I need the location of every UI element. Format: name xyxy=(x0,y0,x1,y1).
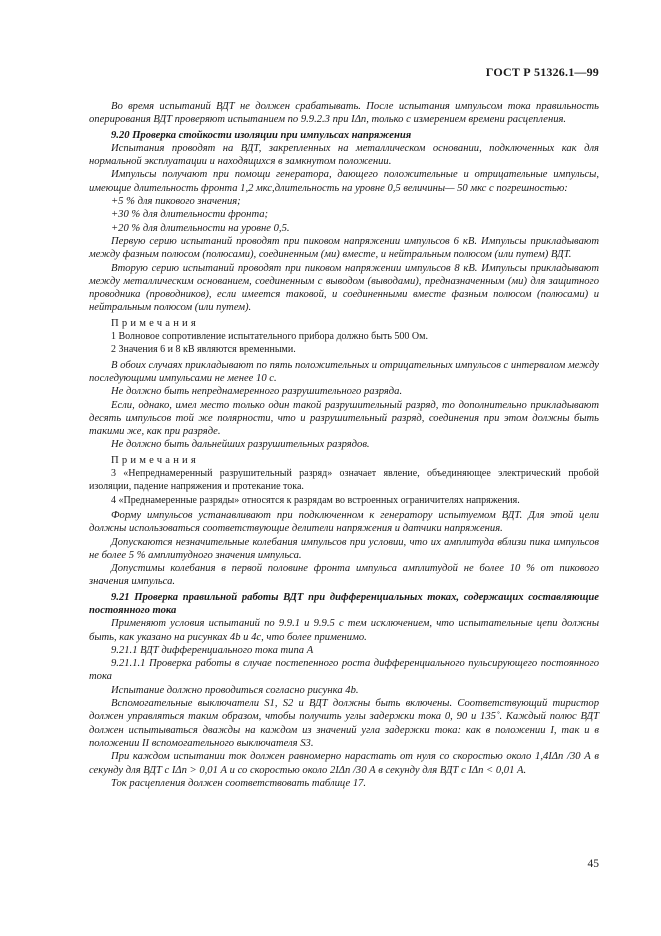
note-item: 3 «Непреднамеренный разрушительный разряд» означает явление, объединяющее электрический пробой изоляции, падение напряжения и протекание тока. xyxy=(89,468,599,493)
list-item: +30 % для длительности фронта; xyxy=(111,209,269,221)
note-item: 1 Волновое сопротивление испытательного прибора должно быть 500 Ом. xyxy=(111,331,428,343)
section-heading: 9.20 Проверка стойкости изоляции при импульсах напряжения xyxy=(111,129,412,141)
notes-title: Примечания xyxy=(111,454,199,466)
paragraph: В обоих случаях прикладывают по пять положительных и отрицательных импульсов с интервалом между последующими импульсами не менее 10 с. xyxy=(89,359,599,384)
list-item: +5 % для пикового значения; xyxy=(111,196,241,208)
notes-title: Примечания xyxy=(111,317,199,329)
list-item: +20 % для длительности на уровне 0,5. xyxy=(111,222,290,234)
paragraph: Применяют условия испытаний по 9.9.1 и 9.9.5 с тем исключением, что испытательные цепи должны быть, как указано на рисунках 4b и 4с, что более применимо. xyxy=(89,618,599,643)
paragraph: Вспомогательные выключатели S1, S2 и ВДТ должны быть включены. Соответствующий тиристор должен управляться таким образом, чтобы получить углы задержки тока 0, 90 и 135˚. Каждый полюс ВДТ должен испытываться дважды на каждом из значений угла задержки тока: как в положении I, так и в положении II вспомогательного выключателя S3. xyxy=(89,698,599,749)
subsection-heading: 9.21.1 ВДТ дифференциального тока типа А xyxy=(111,644,314,656)
document-header: ГОСТ Р 51326.1—99 xyxy=(485,65,599,79)
paragraph: Допускаются незначительные колебания импульсов при условии, что их амплитуда вблизи пика импульсов не более 5 % амплитудного значения импульса. xyxy=(89,536,599,561)
paragraph: Вторую серию испытаний проводят при пиковом напряжении импульсов 8 кВ. Импульсы прикладывают между металлическим основанием, соединенным с выводом (выводами), предназначенным (ми) для защитного проводника (проводников), если имеется таковой, и соединенными вместе фазным полюсом (полюсами) и нейтральным полюсом (или путем). xyxy=(89,262,599,314)
paragraph: Форму импульсов устанавливают при подключенном к генератору испытуемом ВДТ. Для этой цели должны использоваться соответствующие делители напряжения и датчики напряжения. xyxy=(89,509,599,535)
paragraph: Не должно быть дальнейших разрушительных разрядов. xyxy=(111,439,370,451)
paragraph: Во время испытаний ВДТ не должен срабатывать. После испытания импульсом тока правильность оперирования ВДТ проверяют испытанием по 9.9.2.3 при IΔn, только с измерением времени расцепления. xyxy=(89,101,599,126)
paragraph: Ток расцепления должен соответствовать таблице 17. xyxy=(111,777,367,789)
note-item: 2 Значения 6 и 8 кВ являются временными. xyxy=(111,344,296,356)
paragraph: Первую серию испытаний проводят при пиковом напряжении импульсов 6 кВ. Импульсы прикладывают между фазным полюсом (полюсами), соединенным (ми) вместе, и нейтральным полюсом (или путем) ВДТ. xyxy=(89,235,599,261)
paragraph: Испытания проводят на ВДТ, закрепленных на металлическом основании, подключенных как для нормальной эксплуатации и находящихся в замкнутом положении. xyxy=(89,142,599,168)
paragraph: Импульсы получают при помощи генератора, дающего положительные и отрицательные импульсы, имеющие длительность фронта 1,2 мкс,длительность на уровне 0,5 величины— 50 мкс с погрешностью: xyxy=(89,169,599,194)
paragraph: Испытание должно проводиться согласно рисунка 4b. xyxy=(111,684,359,696)
paragraph: Если, однако, имел место только один такой разрушительный разряд, то дополнительно прикладывают десять импульсов той же полярности, что и разрушительный разряд, соединения при этом должны быть такими же, как при разряде. xyxy=(89,399,599,438)
note-item: 4 «Преднамеренные разряды» относятся к разрядам во встроенных ограничителях напряжения. xyxy=(111,494,520,506)
page-number: 45 xyxy=(587,858,599,870)
document-body xyxy=(89,100,599,790)
paragraph: 9.21.1.1 Проверка работы в случае постепенного роста дифференциального пульсирующего постоянного тока xyxy=(89,658,599,683)
section-heading: 9.21 Проверка правильной работы ВДТ при дифференциальных токах, содержащих составляющие постоянного тока xyxy=(89,591,599,616)
paragraph: Допустимы колебания в первой половине фронта импульса амплитудой не более 10 % от пикового значения импульса. xyxy=(89,563,599,588)
paragraph: Не должно быть непреднамеренного разрушительного разряда. xyxy=(111,386,403,398)
paragraph: При каждом испытании ток должен равномерно нарастать от нуля со скоростью около 1,4IΔn /30 А в секунду для ВДТ с IΔn > 0,01 А и со скоростью около 2IΔn /30 А в секунду для ВДТ с IΔn < 0,01 А. xyxy=(89,751,599,776)
